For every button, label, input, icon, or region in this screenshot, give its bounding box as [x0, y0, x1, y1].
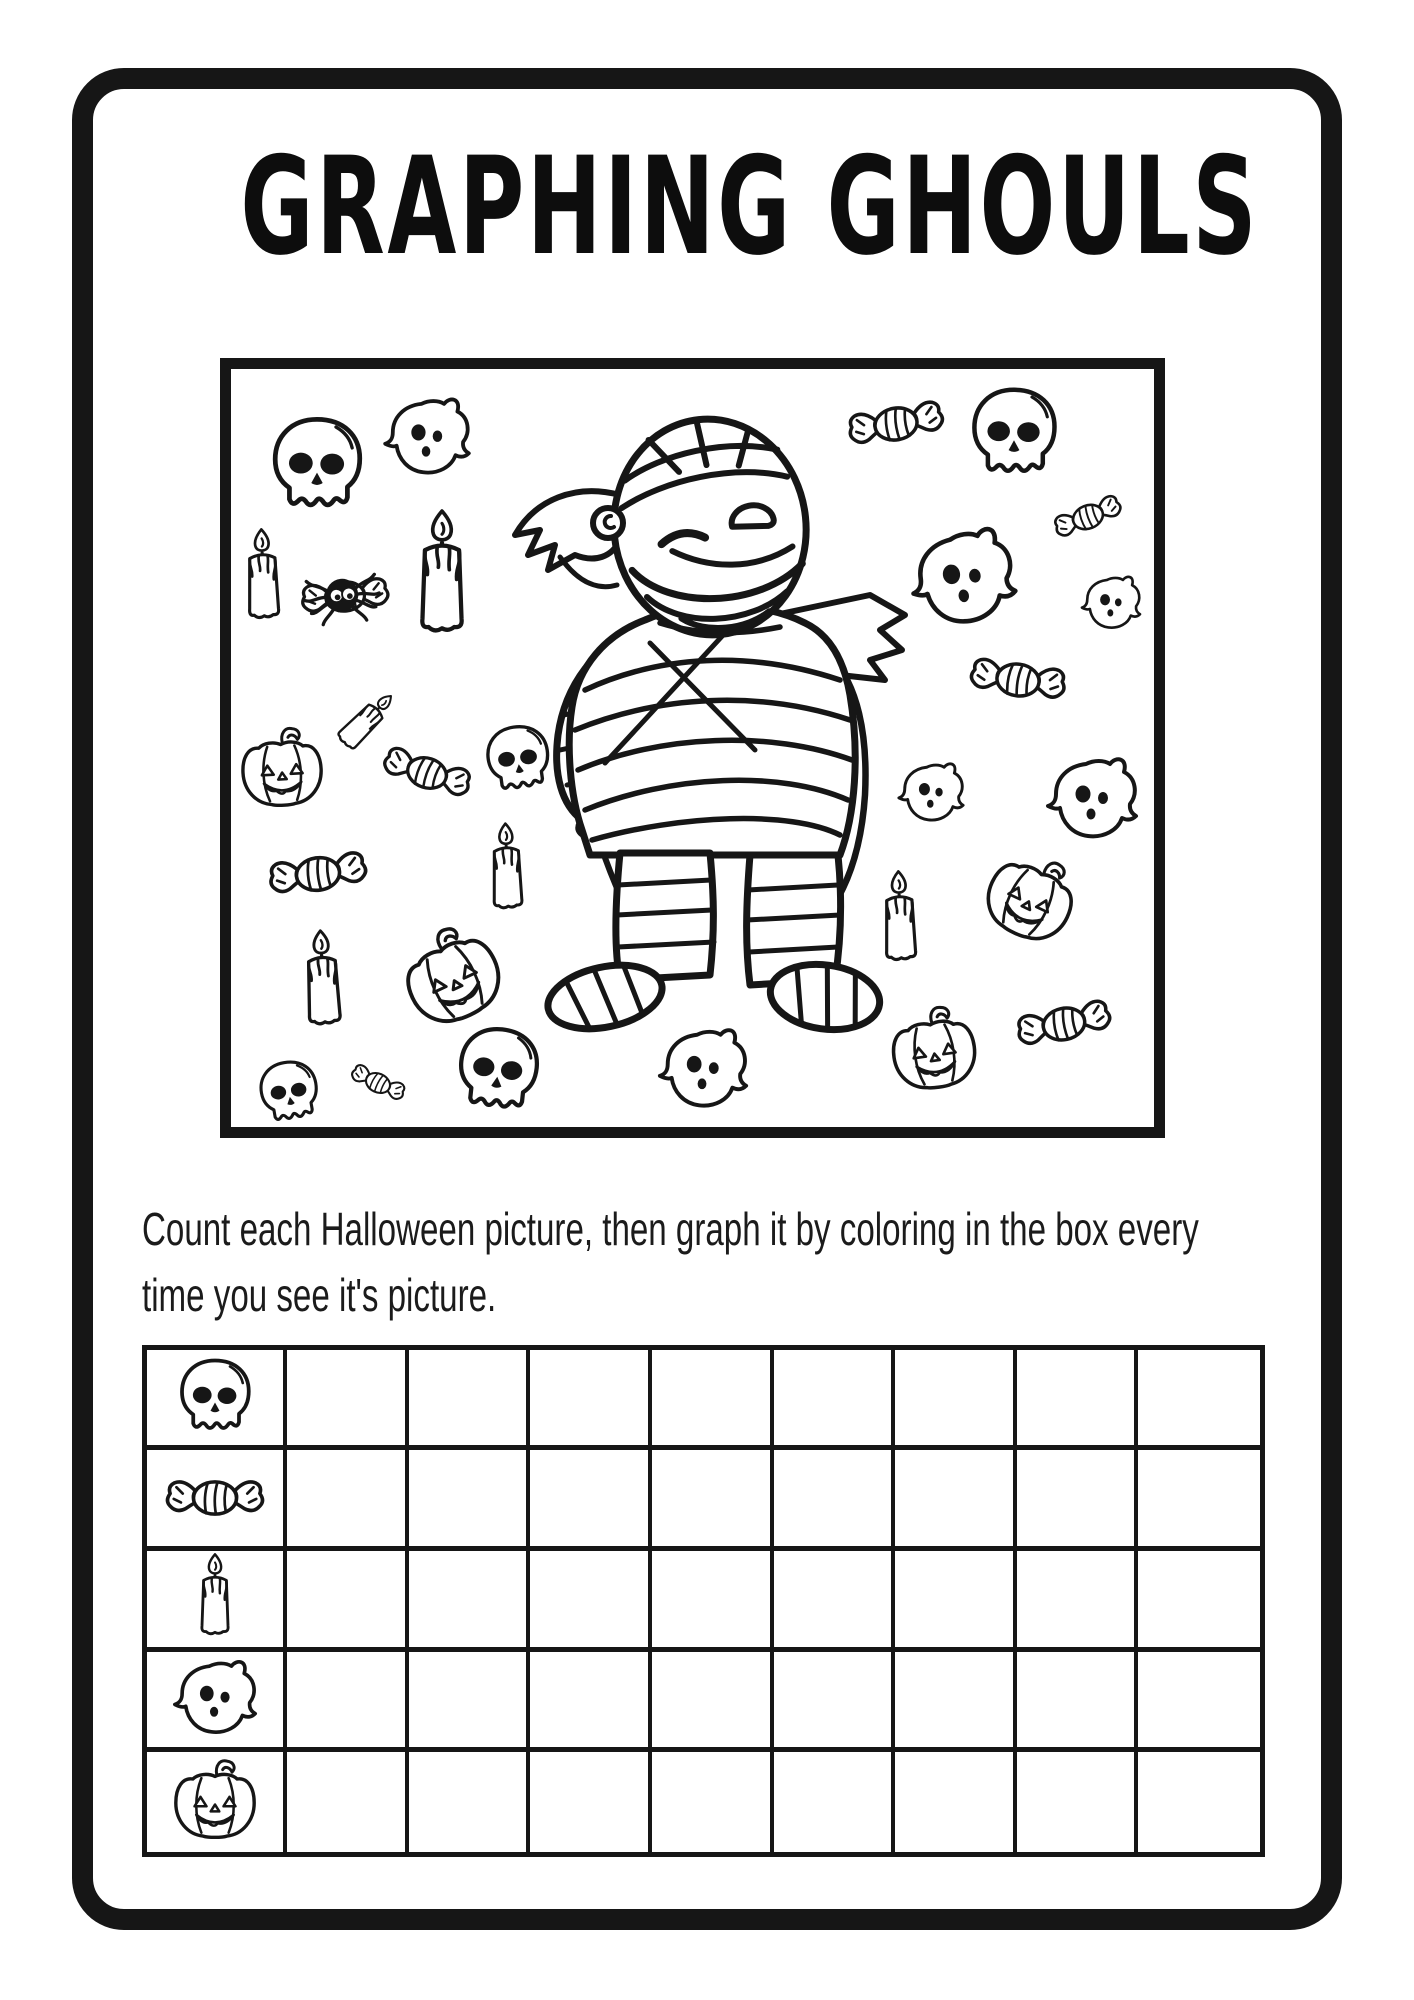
ghost-icon [1048, 759, 1136, 836]
pumpkin-icon [172, 1756, 258, 1848]
graph-cell-candy-8[interactable] [1138, 1450, 1260, 1550]
candy-icon [163, 1467, 267, 1529]
graph-cell-candy-1[interactable] [287, 1450, 409, 1550]
graph-cell-pumpkin-3[interactable] [530, 1752, 652, 1852]
graph-cell-pumpkin-1[interactable] [287, 1752, 409, 1852]
skull-icon [457, 1026, 540, 1110]
graph-cell-ghost-2[interactable] [409, 1652, 531, 1752]
skull-icon [275, 419, 360, 505]
graph-cell-candle-5[interactable] [774, 1551, 896, 1652]
mummy-icon [515, 410, 905, 1039]
graph-cell-candle-7[interactable] [1017, 1551, 1139, 1652]
graph-cell-candy-7[interactable] [1017, 1450, 1139, 1550]
candle-icon [492, 823, 523, 908]
pumpkin-icon [392, 916, 511, 1034]
graph-row-icon-ghost [147, 1652, 287, 1752]
ghost-icon [385, 399, 469, 472]
graph-cell-ghost-6[interactable] [895, 1652, 1017, 1752]
graph-cell-candle-3[interactable] [530, 1551, 652, 1652]
candle-icon [422, 511, 461, 630]
halloween-scene [220, 358, 1165, 1138]
candle-icon [189, 1551, 241, 1647]
graph-cell-candy-5[interactable] [774, 1450, 896, 1550]
graph-cell-candy-2[interactable] [409, 1450, 531, 1550]
graph-cell-candy-6[interactable] [895, 1450, 1017, 1550]
candy-icon [269, 851, 368, 896]
ghost-icon [1082, 577, 1140, 628]
worksheet-title: GRAPHING GHOULS [240, 128, 1260, 285]
candle-icon [247, 529, 279, 618]
ghost-icon [899, 764, 963, 820]
graph-cell-ghost-1[interactable] [287, 1652, 409, 1752]
graph-cell-skull-2[interactable] [409, 1350, 531, 1450]
candy-icon [847, 400, 944, 447]
graph-cell-ghost-7[interactable] [1017, 1652, 1139, 1752]
graph-cell-ghost-3[interactable] [530, 1652, 652, 1752]
candy-icon [1016, 999, 1113, 1049]
candy-icon [970, 658, 1067, 702]
candy-icon [349, 1063, 407, 1103]
graph-cell-skull-6[interactable] [895, 1350, 1017, 1450]
graph-cell-candy-3[interactable] [530, 1450, 652, 1550]
skull-icon [484, 723, 551, 791]
skull-icon [257, 1058, 321, 1123]
graph-cell-ghost-5[interactable] [774, 1652, 896, 1752]
graph-cell-pumpkin-5[interactable] [774, 1752, 896, 1852]
graph-row-icon-skull [147, 1350, 287, 1450]
graph-cell-candle-1[interactable] [287, 1551, 409, 1652]
pumpkin-icon [241, 727, 323, 807]
candy-icon [1052, 494, 1124, 541]
graph-cell-skull-3[interactable] [530, 1350, 652, 1450]
pumpkin-icon [888, 1003, 979, 1093]
scene-items [241, 390, 1140, 1123]
candle-icon [305, 930, 340, 1024]
graph-cell-pumpkin-8[interactable] [1138, 1752, 1260, 1852]
graph-cell-ghost-8[interactable] [1138, 1652, 1260, 1752]
graph-cell-skull-5[interactable] [774, 1350, 896, 1450]
graph-cell-pumpkin-4[interactable] [652, 1752, 774, 1852]
graph-cell-skull-4[interactable] [652, 1350, 774, 1450]
graph-cell-candle-2[interactable] [409, 1551, 531, 1652]
graph-cell-candle-8[interactable] [1138, 1551, 1260, 1652]
graph-cell-pumpkin-7[interactable] [1017, 1752, 1139, 1852]
instructions-text [142, 1196, 1294, 1328]
skull-icon [176, 1355, 254, 1441]
candy-icon [381, 746, 473, 801]
graph-cell-candle-6[interactable] [895, 1551, 1017, 1652]
graph-cell-ghost-4[interactable] [652, 1652, 774, 1752]
candle-icon [884, 871, 916, 960]
instructions-line-1: Count each Halloween picture, then graph it by coloring in the box every [142, 1203, 1199, 1255]
counting-graph-grid [142, 1345, 1265, 1857]
graph-cell-skull-7[interactable] [1017, 1350, 1139, 1450]
graph-cell-candy-4[interactable] [652, 1450, 774, 1550]
candle-icon [336, 688, 399, 751]
graph-cell-pumpkin-6[interactable] [895, 1752, 1017, 1852]
ghost-icon [906, 526, 1019, 628]
pumpkin-icon [977, 842, 1086, 950]
ghost-icon [171, 1657, 259, 1741]
spider-icon [301, 573, 391, 626]
instructions-line-2: time you see it's picture. [142, 1269, 497, 1321]
graph-cell-skull-1[interactable] [287, 1350, 409, 1450]
graph-row-icon-pumpkin [147, 1752, 287, 1852]
ghost-icon [660, 1030, 746, 1105]
graph-cell-pumpkin-2[interactable] [409, 1752, 531, 1852]
graph-cell-skull-8[interactable] [1138, 1350, 1260, 1450]
skull-icon [974, 390, 1054, 471]
graph-row-icon-candle [147, 1551, 287, 1652]
graph-cell-candle-4[interactable] [652, 1551, 774, 1652]
graph-row-icon-candy [147, 1450, 287, 1550]
